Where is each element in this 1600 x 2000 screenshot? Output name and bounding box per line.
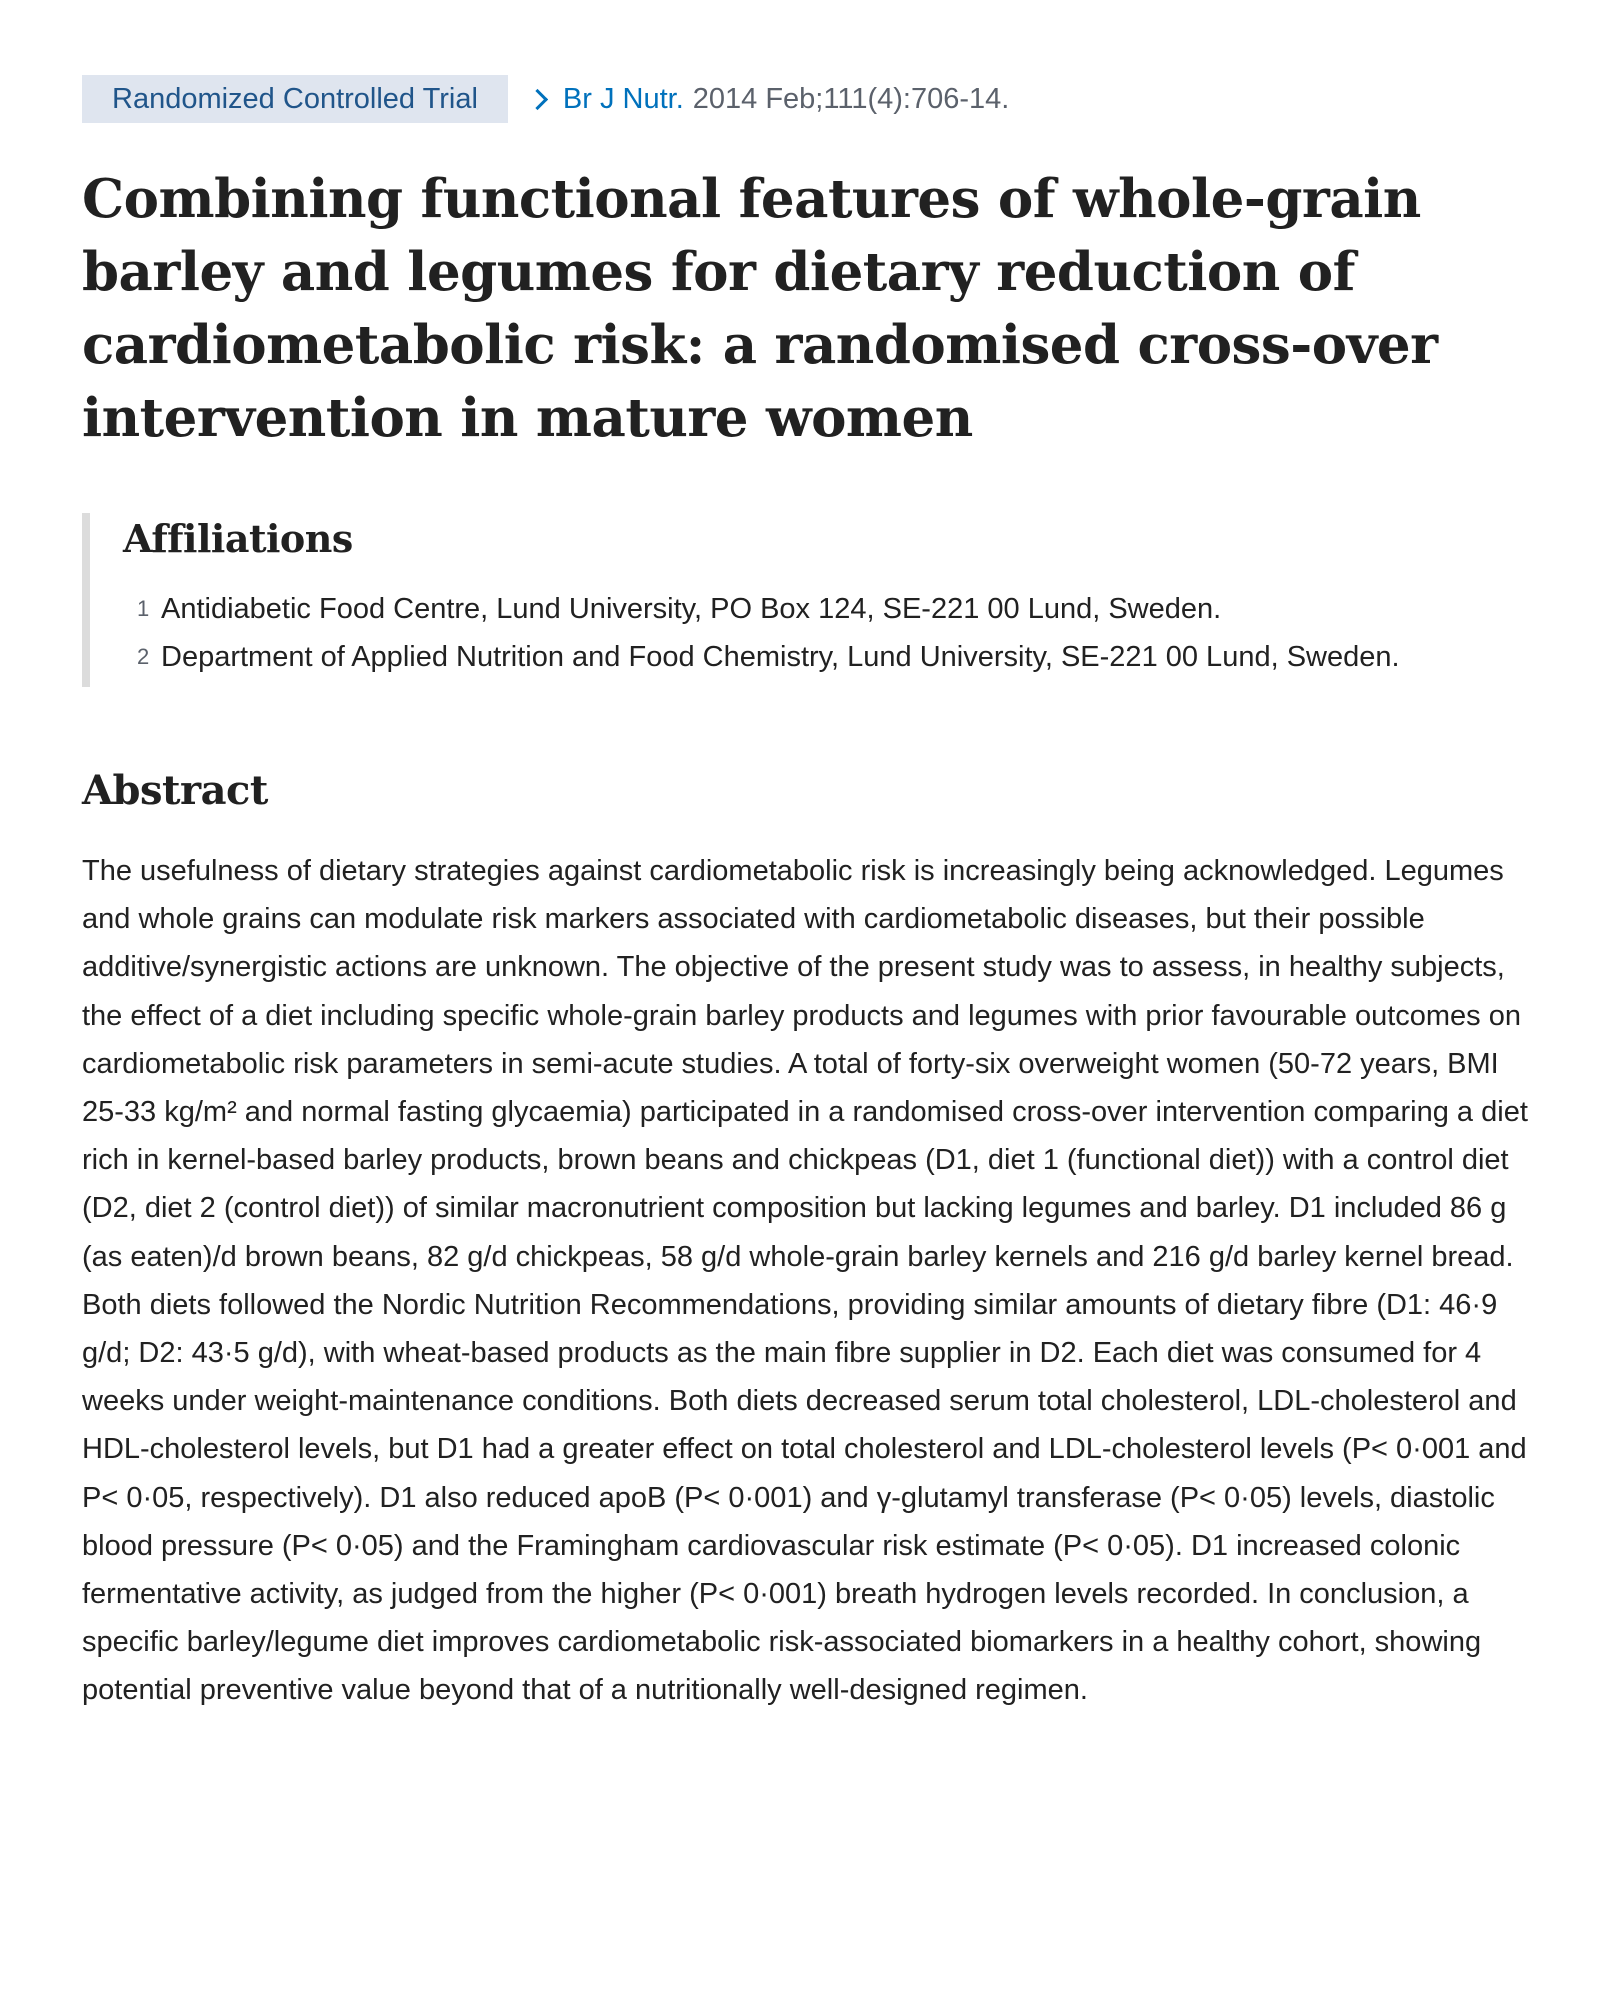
affiliation-number: 2 [137,644,150,669]
affiliations-list [123,585,1532,681]
article-title: Combining functional features of whole-grain barley and legumes for dietary reduction of cardiometabolic risk: a randomised cross-over intervention in mature women [82,168,1438,449]
chevron-right-icon [527,88,548,109]
citation [528,83,1009,116]
abstract-text: The usefulness of dietary strategies against cardiometabolic risk is increasingly being acknowledged. Legumes and whole grains can modulate risk markers associated with cardiometabolic diseases, but their possible additive/synergistic actions are unknown. The objective of the present study was to assess, in healthy subjects, the effect of a diet including specific whole-grain barley products and legumes with prior favourable outcomes on cardiometabolic risk parameters in semi-acute studies. A total of forty-six overweight women (50-72 years, BMI 25-33 kg/m² and normal fasting glycaemia) participated in a randomised cross-over intervention comparing a diet rich in kernel-based barley products, brown beans and chickpeas (D1, diet 1 (functional diet)) with a control diet (D2, diet 2 (control diet)) of similar macronutrient composition but lacking legumes and barley. D1 included 86 g (as eaten)/d brown beans, 82 g/d chickpeas, 58 g/d whole-grain barley kernels and 216 g/d barley kernel bread. Both diets followed the Nordic Nutrition Recommendations, providing similar amounts of dietary fibre (D1: 46·9 g/d; D2: 43·5 g/d), with wheat-based products as the main fibre supplier in D2. Each diet was consumed for 4 weeks under weight-maintenance conditions. Both diets decreased serum total cholesterol, LDL-cholesterol and HDL-cholesterol levels, but D1 had a greater effect on total cholesterol and LDL-cholesterol levels (P< 0·001 and P< 0·05, respectively). D1 also reduced apoB (P< 0·001) and γ-glutamyl transferase (P< 0·05) levels, diastolic blood pressure (P< 0·05) and the Framingham cardiovascular risk estimate (P< 0·05). D1 increased colonic fermentative activity, as judged from the higher (P< 0·001) breath hydrogen levels recorded. In conclusion, a specific barley/legume diet improves cardiometabolic risk-associated biomarkers in a healthy cohort, showing potential preventive value beyond that of a nutritionally well-designed regimen. [82,855,1528,1707]
article-page [82,75,1532,1715]
affiliation-text: Department of Applied Nutrition and Food Chemistry, Lund University, SE-221 00 Lund, Sweden. [161,641,1400,673]
citation-detail: 2014 Feb;111(4):706-14. [692,82,1010,115]
abstract-heading: Abstract [82,767,268,814]
journal-link[interactable]: Br J Nutr. [562,82,684,115]
article-meta-row [82,75,1532,123]
affiliation-item [123,633,1532,681]
affiliations-section [82,513,1532,687]
affiliation-item [123,585,1532,633]
affiliation-number: 1 [137,596,150,621]
affiliations-heading: Affiliations [123,516,353,561]
affiliation-text: Antidiabetic Food Centre, Lund University, PO Box 124, SE-221 00 Lund, Sweden. [161,593,1222,625]
publication-type-badge: Randomized Controlled Trial [82,75,508,123]
